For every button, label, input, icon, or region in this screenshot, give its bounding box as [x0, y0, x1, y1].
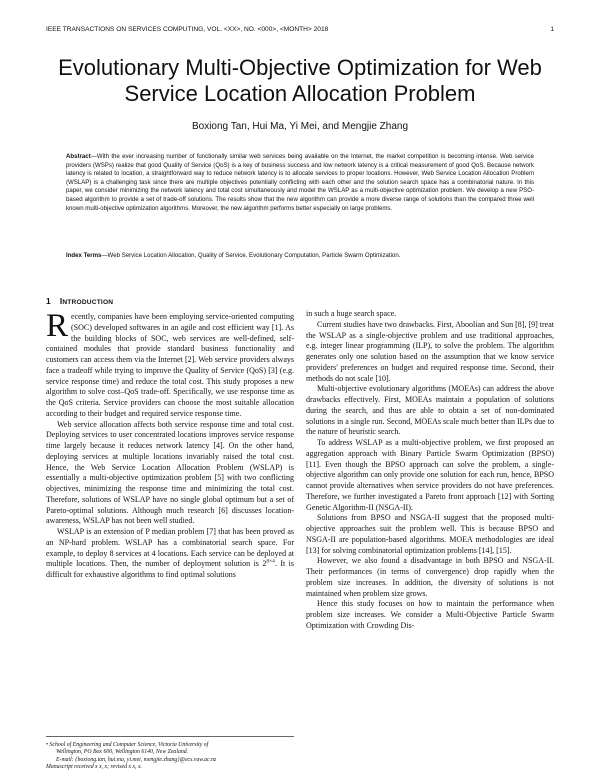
author-list: Boxiong Tan, Hui Ma, Yi Mei, and Mengjie Zhang	[191, 121, 409, 132]
right-column	[306, 309, 554, 632]
section-number: 1	[46, 296, 51, 306]
section-heading	[46, 296, 113, 306]
section-title-initial: I	[59, 296, 63, 306]
index-terms	[66, 252, 534, 261]
paragraph	[46, 527, 294, 581]
paragraph: in such a huge search space.	[306, 309, 397, 318]
footnote-affiliation: • School of Engineering and Computer Science, Victoria University of	[46, 742, 209, 748]
journal-header: IEEE TRANSACTIONS ON SERVICES COMPUTING, VOL. <XX>, NO. <000>, <MONTH> 2018	[46, 26, 329, 33]
paragraph: Solutions from BPSO and NSGA-II suggest that the proposed multi-objective approaches suit the problem well. This is because BPSO and NSGA-II are population-based algorithms. MOEA methodologies are ideal [13] for solving combinatorial optimization problems [14], [15].	[306, 513, 554, 555]
abstract-label: Abstract	[66, 153, 91, 160]
paragraph: However, we also found a disadvantage in both BPSO and NSGA-II. Their performances (in terms of convergence) drop rapidly when the problem size increases. In addition, the diversity of solutions is not maintained when problem size grows.	[306, 556, 554, 598]
abstract-dash: —	[90, 153, 97, 160]
footnote-rule	[46, 736, 294, 737]
left-column	[46, 308, 294, 581]
abstract	[66, 153, 534, 213]
paragraph: Hence this study focuses on how to maintain the performance when problem size increases. We consider a Multi-Objective Particle Swarm Optimization with Crowding Dis-	[306, 599, 554, 630]
paragraph: To address WSLAP as a multi-objective problem, we first proposed an aggregation approach with Binary Particle Swarm Optimization (BPSO) [11]. Even though the BPSO approach can solve the problem, a single-objective algorithm can only provide one solution for each run, hence, BPSO cannot provide alternatives when service providers do not have preferences. Therefore, we further investigated a Pareto front approach [12] with Sorting Genetic Algorithm-II (NSGA-II).	[306, 438, 554, 512]
paper-title: Evolutionary Multi-Objective Optimization for Web Service Location Allocation Problem	[58, 55, 542, 106]
paragraph-text: WSLAP is an extension of P median problem [7] that has been proved as an NP-hard problem. WSLAP has a combinatorial search space. For example, to deploy 8 services at 4 locations. Each service can be deployed at multiple locations. Then, the number of deployment solution is 2	[46, 527, 294, 569]
manuscript-received: Manuscript received x x, x; revised x x, x.	[46, 764, 142, 771]
paragraph	[46, 308, 294, 420]
paragraph-text: . It is difficult for exhaustive algorithms to find optimal solutions	[46, 559, 294, 579]
footnote-email: E-mail: {boxiong.tan, hui.ma, yi.mei, mengjie.zhang}@ecs.vuw.ac.nz	[56, 756, 217, 763]
section-title-rest: NTRODUCTION	[62, 299, 114, 306]
superscript: 8×4	[266, 558, 275, 565]
running-header	[46, 26, 554, 36]
paragraph: Multi-objective evolutionary algorithms (MOEAs) can address the above drawbacks effectively. First, MOEAs maintain a population of solutions during the search, and thus are able to obtain a set of non-dominated solutions in a single run. Second, MOEAs scale much better than ILPs due to the nature of heuristic search.	[306, 384, 554, 437]
index-terms-dash: —	[101, 252, 108, 259]
footnote	[46, 742, 294, 772]
abstract-text: With the ever increasing number of functionally similar web services being available on the Internet, the market competition is becoming intense. Web service providers (WSPs) realize that good Quality of Service (QoS) is a key of business success and low network latency is a critical measurement of good QoS. Because network latency is related to location, a straightforward way to reduce network latency is to allocate services to proper locations. However, Web Service Location Allocation Problem (WSLAP) is a challenging task since there are multiple objectives potentially conflicting with each other and the solution search space has a combinatorial nature. In this paper, we consider minimizing the network latency and total cost simultaneously and model the WSLAP as a multi-objective optimization problem. We develop a new PSO-based algorithm to provide a set of trade-off solutions. The results show that the new algorithm can provide a more diverse range of solutions than the compared three well known multi-objective optimization algorithms. Moreover, the new algorithm performs better especially on large problems.	[66, 153, 534, 212]
page-number: 1	[550, 26, 554, 33]
footnote-line: Wellington, PO Box 600, Wellington 6140, New Zealand.	[56, 749, 189, 756]
paragraph: Current studies have two drawbacks. First, Aboolian and Sun [8], [9] treat the WSLAP as a single-objective problem and use traditional approaches, e.g. integer linear programming (ILP), to solve the problem. The algorithm generates only one solution based on the assumption that we know service providers' preferences on budget and required response time. Second, their methods do not scale [10].	[306, 319, 554, 383]
index-terms-label: Index Terms	[66, 252, 102, 259]
paragraph-text: ecently, companies have been employing service-oriented computing (SOC) developed softwares in an agile and cost efficient way [1]. As the building blocks of SOC, web services are well-defined, self-contained modules that provide standard business functionality and customers can access them via the Internet [2]. Web service providers always face a tradeoff while trying to improve the Quality of Service (QoS) [3] (e.g. service response time) and reduce the total cost. This study proposes a new algorithm to solve cost–QoS trade-off. Specifically, we use response time as the QoS criteria. Service providers can choose the most suitable allocation according to their budget and required service response time.	[46, 312, 294, 418]
index-terms-text: Web Service Location Allocation, Quality of Service, Evolutionary Computation, Particle Swarm Optimization.	[107, 252, 401, 259]
drop-cap: R	[46, 308, 69, 344]
paragraph: Web service allocation affects both service response time and total cost. Deploying services to user concentrated locations improves service response time largely because it reduces network latency [4]. On the other hand, deploying services at multiple locations invariably raised the total cost. Hence, the Web Service Location Allocation Problem (WSLAP) is essentially a multi-objective optimization problem [5] with two conflicting objectives, minimizing the response time and minimizing the total cost. Therefore, solutions of WSLAP have no single global optimum but a set of Pareto-optimal solutions. Although much research [6] discusses location-awareness, WSLAP has not been well studied.	[46, 419, 294, 526]
footnote-line: School of Engineering and Computer Science, Victoria University of	[49, 742, 209, 748]
